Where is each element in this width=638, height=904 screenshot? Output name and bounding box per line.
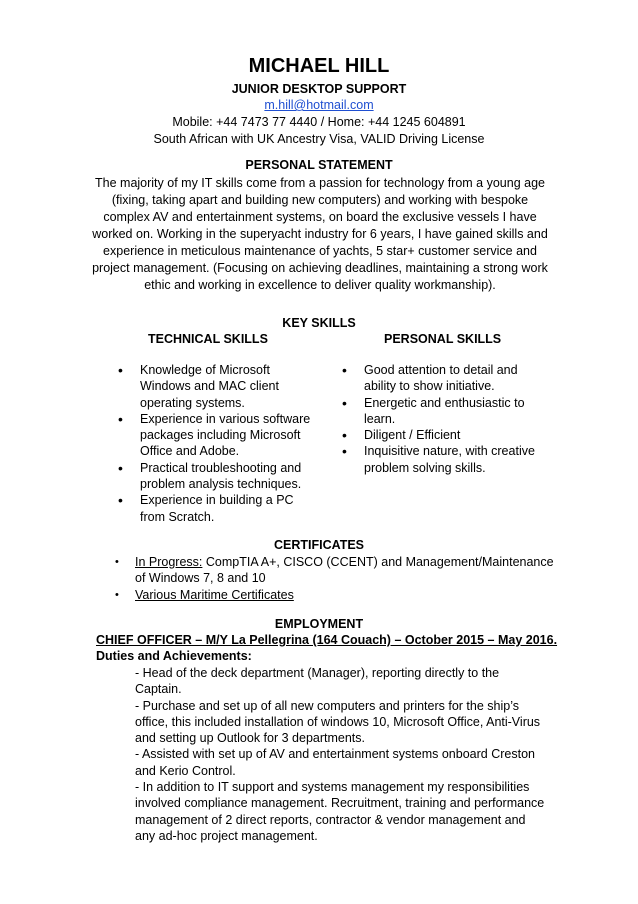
duties-heading: Duties and Achievements: — [96, 649, 252, 663]
certificates-heading: CERTIFICATES — [273, 538, 365, 552]
list-item: • Experience in various software packages including Microsoft Office and Adobe. — [118, 411, 318, 460]
phone-numbers: Mobile: +44 7473 77 4440 / Home: +44 1245 604891 — [172, 115, 466, 129]
certificates-list — [115, 554, 555, 603]
email-line — [0, 98, 638, 112]
visa-info: South African with UK Ancestry Visa, VALID Driving License — [153, 132, 485, 146]
list-item: • Knowledge of Microsoft Windows and MAC client operating systems. — [118, 362, 318, 411]
personal-skills-list — [342, 362, 542, 476]
duties-list — [135, 665, 545, 844]
list-item: • Experience in building a PC from Scratch. — [118, 492, 318, 525]
list-item: - Head of the deck department (Manager), reporting directly to the Captain. — [135, 666, 500, 697]
certificate-prefix: Various Maritime Certificates — [135, 587, 294, 602]
list-item: • Good attention to detail and ability to show initiative. — [342, 362, 542, 395]
key-skills-heading: KEY SKILLS — [282, 316, 356, 330]
certificate-text: CompTIA A+, CISCO (CCENT) and Management/Maintenance of Windows 7, 8 and 10 — [135, 555, 554, 586]
certificate-prefix: In Progress: — [135, 555, 203, 569]
job-position-title: CHIEF OFFICER – M/Y La Pellegrina (164 Couach) – October 2015 – May 2016. — [96, 633, 558, 647]
candidate-name: MICHAEL HILL — [248, 55, 390, 77]
list-item: • Practical troubleshooting and problem analysis techniques. — [118, 460, 318, 493]
email-link[interactable]: m.hill@hotmail.com — [264, 98, 374, 112]
list-item: - Assisted with set up of AV and entertainment systems onboard Creston and Kerio Control. — [135, 747, 535, 778]
technical-skills-list — [118, 362, 318, 525]
list-item: - Purchase and set up of all new computers and printers for the ship’s office, this included installation of windows 10, Microsoft Office, Anti-Virus and setting up Outlook for 3 departments. — [135, 698, 541, 746]
employment-heading: EMPLOYMENT — [274, 617, 364, 631]
list-item: • Diligent / Efficient — [342, 427, 542, 443]
technical-skills-heading: TECHNICAL SKILLS — [148, 332, 268, 346]
list-item — [115, 587, 555, 603]
job-target-title: JUNIOR DESKTOP SUPPORT — [231, 82, 407, 96]
personal-skills-heading: PERSONAL SKILLS — [384, 332, 502, 346]
list-item: - In addition to IT support and systems management my responsibilities involved compliance management. Recruitment, training and performance management of 2 direct reports, contractor & vendor management and any ad-hoc project management. — [135, 780, 545, 843]
list-item: • Inquisitive nature, with creative problem solving skills. — [342, 443, 542, 476]
list-item: • Energetic and enthusiastic to learn. — [342, 395, 542, 428]
personal-statement-heading: PERSONAL STATEMENT — [245, 158, 393, 172]
list-item — [115, 554, 555, 587]
personal-statement-text: The majority of my IT skills come from a passion for technology from a young age (fixing, taking apart and building new computers) and working with bespoke complex AV and entertainment systems, on board the exclusive vessels I have worked on. Working in the superyacht industry for 6 years, I have gained skills and experience in meticulous maintenance of yachts, 5 star+ customer service and project management. (Focusing on achieving deadlines, maintaining a strong work ethic and working in excellence to deliver quality workmanship). — [92, 176, 548, 292]
